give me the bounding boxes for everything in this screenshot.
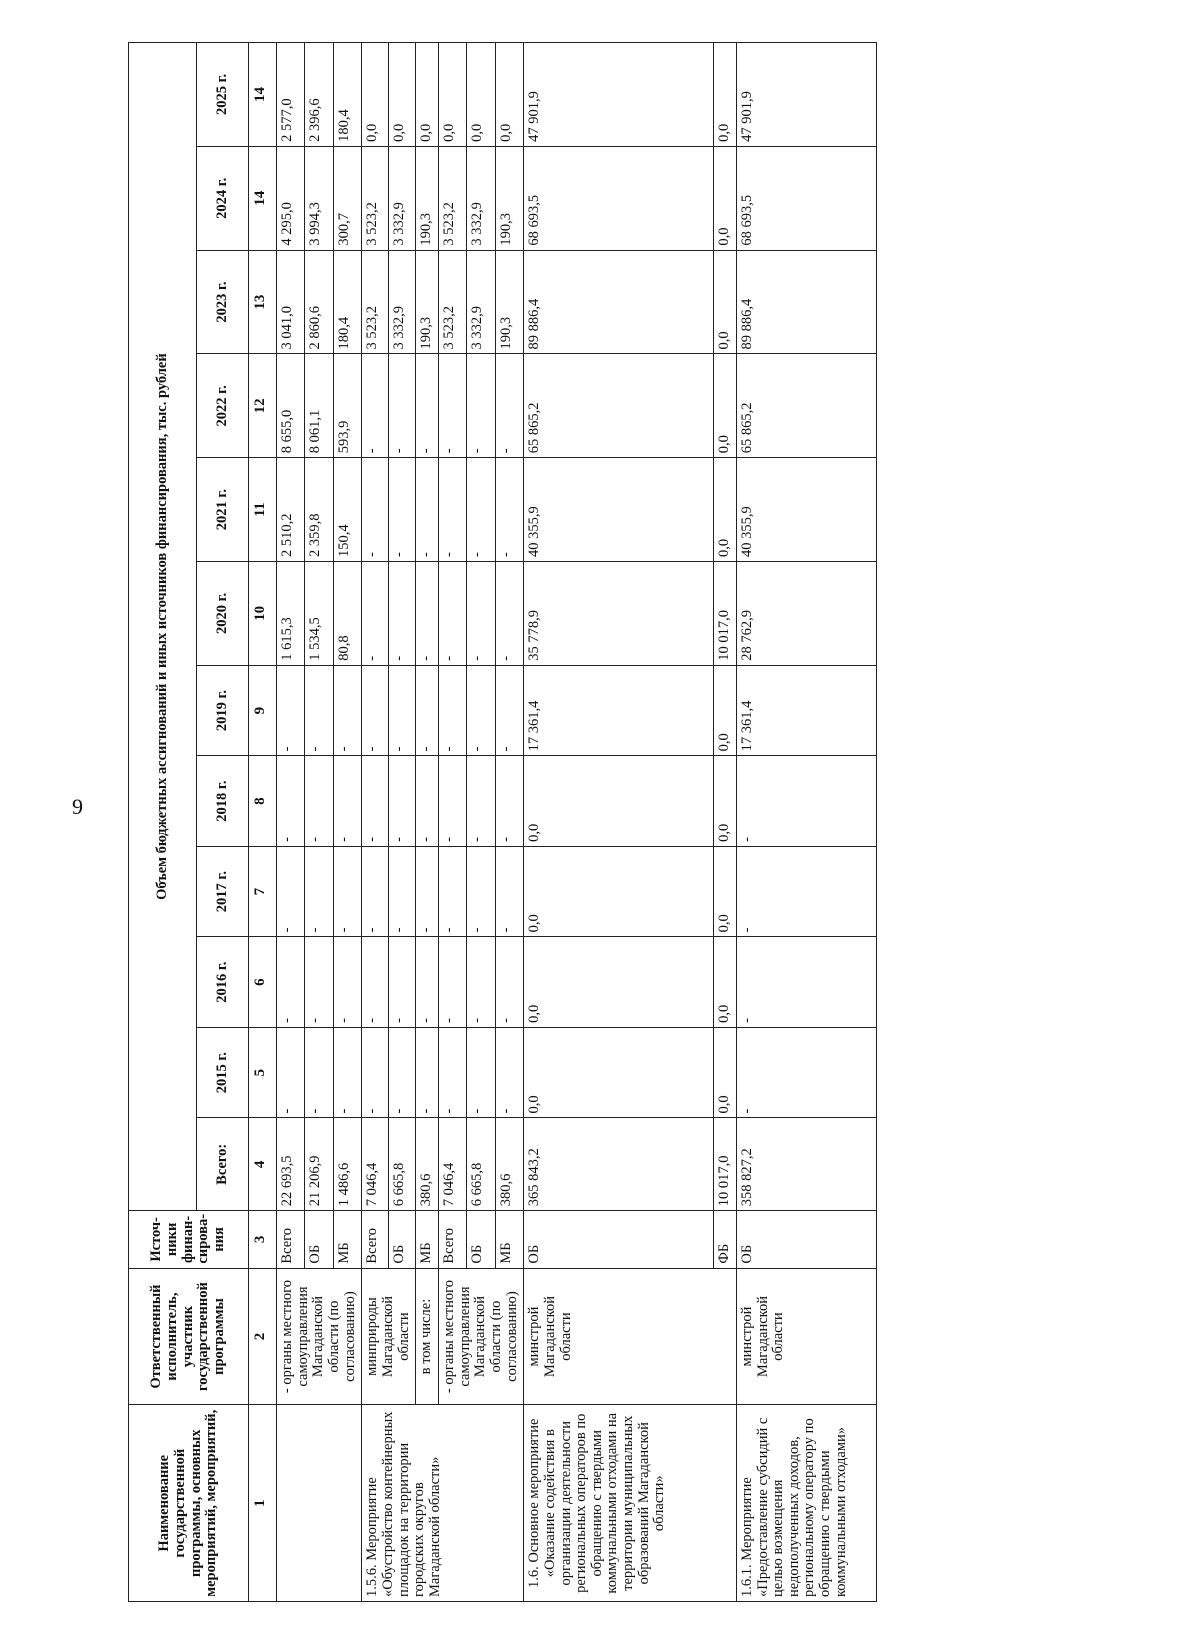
value-cell: 0,0 bbox=[524, 756, 714, 847]
executor-local-gov: - органы местного самоуправления Магаданской области (по согласованию) bbox=[277, 1268, 362, 1405]
value-cell: 65 865,2 bbox=[736, 354, 876, 458]
value-cell: 6 665,8 bbox=[467, 1118, 495, 1211]
value-cell: 0,0 bbox=[495, 43, 523, 147]
value-cell: - bbox=[277, 937, 305, 1028]
source-cell: ОБ bbox=[389, 1211, 416, 1268]
value-cell: - bbox=[333, 665, 361, 756]
value-cell: - bbox=[416, 756, 439, 847]
value-cell: 0,0 bbox=[524, 1027, 714, 1118]
value-cell: 0,0 bbox=[714, 250, 737, 354]
value-cell: - bbox=[305, 1027, 333, 1118]
value-cell: 0,0 bbox=[438, 43, 466, 147]
value-cell: - bbox=[389, 354, 416, 458]
value-cell: 10 017,0 bbox=[714, 1118, 737, 1211]
executor-local-gov-2: - органы местного самоуправления Магаданской области (по согласованию) bbox=[438, 1268, 523, 1405]
value-cell: - bbox=[467, 756, 495, 847]
header-year: 2018 г. bbox=[197, 756, 249, 847]
value-cell: - bbox=[438, 1027, 466, 1118]
value-cell: - bbox=[416, 458, 439, 562]
value-cell: - bbox=[362, 937, 389, 1028]
source-cell: МБ bbox=[333, 1211, 361, 1268]
value-cell: - bbox=[467, 1027, 495, 1118]
value-cell: - bbox=[389, 937, 416, 1028]
table-row bbox=[416, 43, 439, 1602]
column-number: 13 bbox=[249, 250, 277, 354]
value-cell: 190,3 bbox=[416, 250, 439, 354]
value-cell: 2 510,2 bbox=[277, 458, 305, 562]
value-cell: 21 206,9 bbox=[305, 1118, 333, 1211]
value-cell: - bbox=[438, 937, 466, 1028]
value-cell: - bbox=[495, 562, 523, 666]
value-cell: - bbox=[736, 756, 876, 847]
column-number: 9 bbox=[249, 665, 277, 756]
value-cell: 180,4 bbox=[333, 250, 361, 354]
value-cell: 0,0 bbox=[714, 756, 737, 847]
value-cell: 3 332,9 bbox=[467, 250, 495, 354]
value-cell: 0,0 bbox=[714, 43, 737, 147]
column-number: 7 bbox=[249, 846, 277, 937]
column-number: 2 bbox=[249, 1268, 277, 1405]
value-cell: - bbox=[277, 665, 305, 756]
rotated-page bbox=[128, 42, 946, 1602]
value-cell: 80,8 bbox=[333, 562, 361, 666]
value-cell: - bbox=[438, 354, 466, 458]
value-cell: - bbox=[416, 665, 439, 756]
page-number: 9 bbox=[72, 794, 83, 819]
value-cell: 3 523,2 bbox=[438, 250, 466, 354]
value-cell: 0,0 bbox=[362, 43, 389, 147]
source-cell: ОБ bbox=[305, 1211, 333, 1268]
column-number: 1 bbox=[249, 1405, 277, 1602]
value-cell: - bbox=[736, 846, 876, 937]
value-cell: 2 860,6 bbox=[305, 250, 333, 354]
value-cell: 68 693,5 bbox=[524, 146, 714, 250]
header-year: 2022 г. bbox=[197, 354, 249, 458]
source-cell: ФБ bbox=[714, 1211, 737, 1268]
value-cell: - bbox=[467, 354, 495, 458]
executor-in-that: в том числе: bbox=[416, 1268, 439, 1405]
header-source-col: Источ-ники финан-сирова-ния bbox=[129, 1211, 249, 1268]
source-cell: Всего bbox=[277, 1211, 305, 1268]
value-cell: 17 361,4 bbox=[524, 665, 714, 756]
column-number: 14 bbox=[249, 43, 277, 147]
value-cell: - bbox=[736, 1027, 876, 1118]
source-cell: ОБ bbox=[736, 1211, 876, 1268]
value-cell: - bbox=[495, 756, 523, 847]
table-row bbox=[362, 43, 389, 1602]
column-number: 11 bbox=[249, 458, 277, 562]
value-cell: 0,0 bbox=[714, 846, 737, 937]
value-cell: 65 865,2 bbox=[524, 354, 714, 458]
source-cell: МБ bbox=[416, 1211, 439, 1268]
value-cell: - bbox=[495, 846, 523, 937]
value-cell: 0,0 bbox=[416, 43, 439, 147]
value-cell: - bbox=[467, 846, 495, 937]
value-cell: 3 994,3 bbox=[305, 146, 333, 250]
value-cell: 0,0 bbox=[714, 937, 737, 1028]
value-cell: - bbox=[438, 846, 466, 937]
header-year: 2024 г. bbox=[197, 146, 249, 250]
value-cell: 0,0 bbox=[714, 665, 737, 756]
value-cell: 2 396,6 bbox=[305, 43, 333, 147]
name-1-6-1: 1.6.1. Мероприятие «Предоставление субсидий с целью возмещения недополученных доходов, региональному оператору по обращению с твердыми коммунальными отходами» bbox=[736, 1405, 876, 1602]
column-number: 3 bbox=[249, 1211, 277, 1268]
name-1-6: 1.6. Основное мероприятие «Оказание содействия в организации деятельности региональных операторов по обращению с твердыми коммунальными отходами на территории муниципальных образований Магаданской области» bbox=[524, 1405, 737, 1602]
value-cell: - bbox=[389, 665, 416, 756]
value-cell: - bbox=[736, 937, 876, 1028]
executor-minstroy-2: минстрой Магаданской области bbox=[736, 1268, 876, 1405]
executor-minstroy-1: минстрой Магаданской области bbox=[524, 1268, 737, 1405]
value-cell: - bbox=[362, 1027, 389, 1118]
value-cell: 22 693,5 bbox=[277, 1118, 305, 1211]
value-cell: 3 523,2 bbox=[438, 146, 466, 250]
value-cell: 0,0 bbox=[524, 937, 714, 1028]
value-cell: 3 523,2 bbox=[362, 250, 389, 354]
value-cell: 89 886,4 bbox=[736, 250, 876, 354]
source-cell: ОБ bbox=[467, 1211, 495, 1268]
value-cell: 8 655,0 bbox=[277, 354, 305, 458]
source-cell: Всего bbox=[362, 1211, 389, 1268]
header-executor-col: Ответственный исполнитель, участник государственной программы bbox=[129, 1268, 249, 1405]
value-cell: - bbox=[277, 756, 305, 847]
header-year: 2016 г. bbox=[197, 937, 249, 1028]
value-cell: 180,4 bbox=[333, 43, 361, 147]
value-cell: - bbox=[389, 846, 416, 937]
value-cell: - bbox=[438, 665, 466, 756]
executor-minprirody: минприроды Магаданской области bbox=[362, 1268, 416, 1405]
value-cell: 150,4 bbox=[333, 458, 361, 562]
value-cell: - bbox=[416, 937, 439, 1028]
source-cell: Всего bbox=[438, 1211, 466, 1268]
header-year: 2023 г. bbox=[197, 250, 249, 354]
value-cell: 190,3 bbox=[416, 146, 439, 250]
source-cell: ОБ bbox=[524, 1211, 714, 1268]
value-cell: 8 061,1 bbox=[305, 354, 333, 458]
value-cell: - bbox=[438, 562, 466, 666]
value-cell: 0,0 bbox=[467, 43, 495, 147]
value-cell: 0,0 bbox=[389, 43, 416, 147]
value-cell: 0,0 bbox=[714, 458, 737, 562]
value-cell: - bbox=[333, 756, 361, 847]
table-row bbox=[438, 43, 466, 1602]
value-cell: 4 295,0 bbox=[277, 146, 305, 250]
value-cell: 40 355,9 bbox=[736, 458, 876, 562]
value-cell: - bbox=[495, 665, 523, 756]
value-cell: - bbox=[467, 562, 495, 666]
column-number: 8 bbox=[249, 756, 277, 847]
value-cell: - bbox=[362, 354, 389, 458]
value-cell: 380,6 bbox=[495, 1118, 523, 1211]
value-cell: - bbox=[495, 937, 523, 1028]
header-year: 2021 г. bbox=[197, 458, 249, 562]
value-cell: 0,0 bbox=[714, 354, 737, 458]
financing-table bbox=[128, 42, 877, 1602]
value-cell: 47 901,9 bbox=[524, 43, 714, 147]
value-cell: 35 778,9 bbox=[524, 562, 714, 666]
value-cell: 3 041,0 bbox=[277, 250, 305, 354]
value-cell: 1 534,5 bbox=[305, 562, 333, 666]
value-cell: - bbox=[305, 665, 333, 756]
column-number: 12 bbox=[249, 354, 277, 458]
value-cell: - bbox=[362, 562, 389, 666]
value-cell: - bbox=[495, 1027, 523, 1118]
column-number: 10 bbox=[249, 562, 277, 666]
value-cell: 1 615,3 bbox=[277, 562, 305, 666]
header-year: 2025 г. bbox=[197, 43, 249, 147]
value-cell: 3 332,9 bbox=[389, 250, 416, 354]
value-cell: - bbox=[362, 846, 389, 937]
value-cell: - bbox=[416, 562, 439, 666]
value-cell: 28 762,9 bbox=[736, 562, 876, 666]
value-cell: 89 886,4 bbox=[524, 250, 714, 354]
value-cell: 380,6 bbox=[416, 1118, 439, 1211]
value-cell: - bbox=[333, 846, 361, 937]
column-number: 5 bbox=[249, 1027, 277, 1118]
value-cell: - bbox=[277, 1027, 305, 1118]
value-cell: - bbox=[467, 458, 495, 562]
column-number: 6 bbox=[249, 937, 277, 1028]
value-cell: - bbox=[416, 354, 439, 458]
value-cell: 593,9 bbox=[333, 354, 361, 458]
value-cell: - bbox=[333, 937, 361, 1028]
value-cell: - bbox=[389, 1027, 416, 1118]
header-name-col: Наименование государственной программы, основных мероприятий, мероприятий, bbox=[129, 1405, 249, 1602]
value-cell: 300,7 bbox=[333, 146, 361, 250]
header-year: 2015 г. bbox=[197, 1027, 249, 1118]
value-cell: 0,0 bbox=[714, 146, 737, 250]
value-cell: 3 523,2 bbox=[362, 146, 389, 250]
value-cell: - bbox=[389, 562, 416, 666]
table-row bbox=[736, 43, 876, 1602]
value-cell: 2 577,0 bbox=[277, 43, 305, 147]
value-cell: 7 046,4 bbox=[362, 1118, 389, 1211]
value-cell: 358 827,2 bbox=[736, 1118, 876, 1211]
name-1-5-6: 1.5.6. Мероприятие «Обустройство контейнерных площадок на территории городских округов Магаданской области» bbox=[362, 1405, 524, 1602]
column-number: 4 bbox=[249, 1118, 277, 1211]
value-cell: - bbox=[305, 846, 333, 937]
value-cell: - bbox=[305, 937, 333, 1028]
value-cell: - bbox=[467, 665, 495, 756]
header-volume: Объем бюджетных ассигнований и иных источников финансирования, тыс. рублей bbox=[129, 43, 197, 1211]
name-cell-empty bbox=[277, 1405, 362, 1602]
value-cell: - bbox=[333, 1027, 361, 1118]
source-cell: МБ bbox=[495, 1211, 523, 1268]
header-year: 2019 г. bbox=[197, 665, 249, 756]
header-year: 2020 г. bbox=[197, 562, 249, 666]
value-cell: 47 901,9 bbox=[736, 43, 876, 147]
value-cell: 190,3 bbox=[495, 250, 523, 354]
value-cell: - bbox=[416, 1027, 439, 1118]
value-cell: - bbox=[305, 756, 333, 847]
value-cell: - bbox=[277, 846, 305, 937]
value-cell: 10 017,0 bbox=[714, 562, 737, 666]
value-cell: 7 046,4 bbox=[438, 1118, 466, 1211]
value-cell: - bbox=[389, 458, 416, 562]
value-cell: 0,0 bbox=[714, 1027, 737, 1118]
value-cell: 40 355,9 bbox=[524, 458, 714, 562]
value-cell: - bbox=[438, 756, 466, 847]
value-cell: 2 359,8 bbox=[305, 458, 333, 562]
table-row bbox=[524, 43, 714, 1602]
column-number: 14 bbox=[249, 146, 277, 250]
value-cell: - bbox=[495, 354, 523, 458]
value-cell: - bbox=[362, 665, 389, 756]
value-cell: 3 332,9 bbox=[389, 146, 416, 250]
value-cell: 365 843,2 bbox=[524, 1118, 714, 1211]
value-cell: 68 693,5 bbox=[736, 146, 876, 250]
value-cell: - bbox=[495, 458, 523, 562]
value-cell: 0,0 bbox=[524, 846, 714, 937]
value-cell: 6 665,8 bbox=[389, 1118, 416, 1211]
value-cell: 190,3 bbox=[495, 146, 523, 250]
value-cell: 1 486,6 bbox=[333, 1118, 361, 1211]
value-cell: - bbox=[467, 937, 495, 1028]
header-year: Всего: bbox=[197, 1118, 249, 1211]
value-cell: 3 332,9 bbox=[467, 146, 495, 250]
value-cell: - bbox=[416, 846, 439, 937]
header-year: 2017 г. bbox=[197, 846, 249, 937]
value-cell: - bbox=[389, 756, 416, 847]
value-cell: - bbox=[362, 458, 389, 562]
value-cell: - bbox=[362, 756, 389, 847]
value-cell: 17 361,4 bbox=[736, 665, 876, 756]
table-row bbox=[277, 43, 305, 1602]
value-cell: - bbox=[438, 458, 466, 562]
